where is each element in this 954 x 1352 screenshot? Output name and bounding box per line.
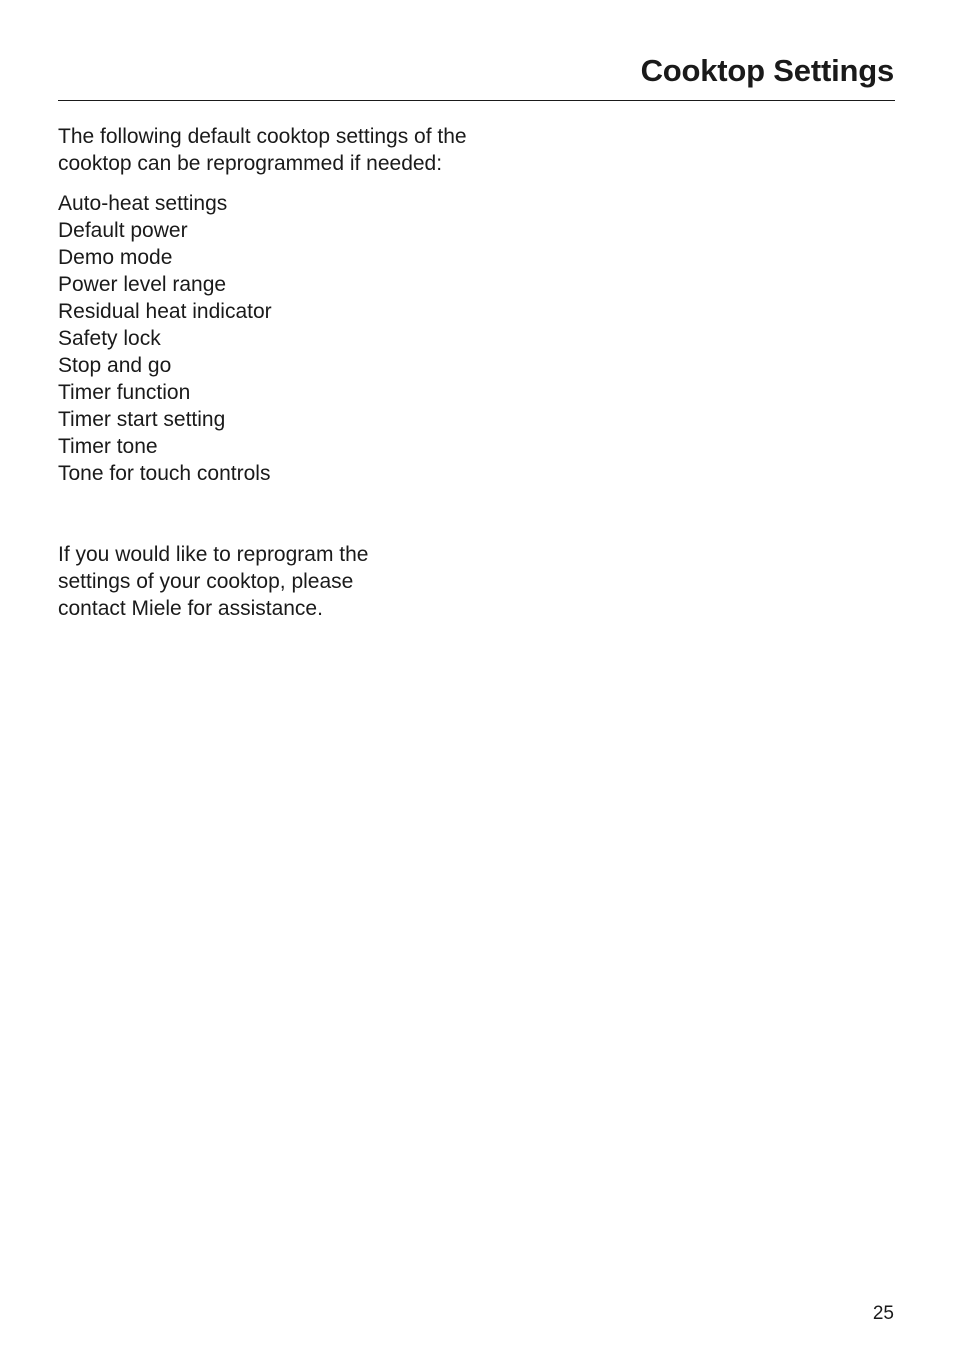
list-item: Tone for touch controls: [58, 462, 271, 485]
list-item: Default power: [58, 219, 188, 242]
list-item: Timer start setting: [58, 408, 226, 431]
list-item: Auto-heat settings: [58, 192, 228, 215]
list-item: Residual heat indicator: [58, 300, 272, 323]
list-item: Power level range: [58, 273, 227, 296]
list-item: Stop and go: [58, 354, 172, 377]
page-content: [58, 123, 478, 622]
intro-paragraph: The following default cooktop settings of the cooktop can be reprogrammed if needed:: [58, 125, 467, 175]
title-divider: [58, 100, 895, 101]
list-item: Demo mode: [58, 246, 173, 269]
settings-list: [58, 190, 478, 487]
page-title: Cooktop Settings: [640, 53, 894, 88]
list-item: Timer function: [58, 381, 191, 404]
page-number: 25: [872, 1303, 894, 1324]
contact-paragraph: If you would like to reprogram the settings of your cooktop, please contact Miele for assistance.: [58, 543, 369, 620]
list-item: Timer tone: [58, 435, 158, 458]
list-item: Safety lock: [58, 327, 161, 350]
